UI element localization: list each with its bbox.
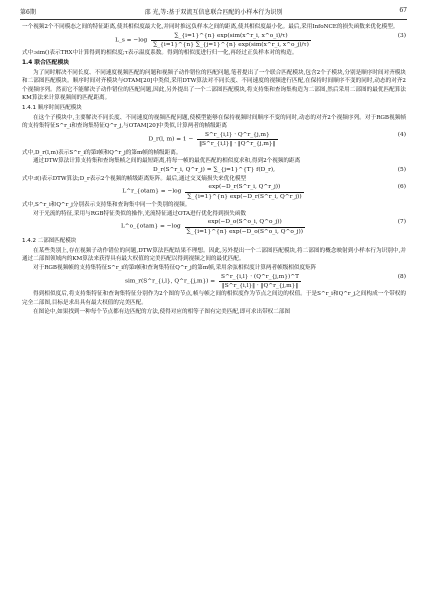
page-number: 67 [399, 7, 407, 14]
subsection-heading-1-4-1: 1.4.1 顺序时间匹配模块 [22, 104, 82, 111]
eq4-number: (4) [397, 131, 406, 138]
eq6-numerator: exp(−D_r(S^r_i, Q^r_j)) [185, 183, 303, 192]
eq8-fraction [219, 273, 301, 291]
issue-number: 第6期 [20, 9, 36, 16]
eq5-rhs: ∑_{j=1}^{T} f(D_r), [213, 166, 276, 173]
eq6-lhs: L^r_{otam} = −log [122, 189, 182, 196]
paragraph-10: 在某些类别上,存在视频子动作错位的问题,DTW算法匹配结果不理想。因此,另外提出一个二部图匹配模块,将二部图的概念映射到小样本行为识别中,并通过二部图领域内的KM算法来获得具有最大权值的完美匹配以得到视频之间的最优匹配。 [22, 247, 406, 263]
paragraph-11: 对于RGB视频帧的支持集特征S^r_i的第l帧和查询集特征Q^r_j的第m帧,采用余弦相似度计算两者帧级相似度矩阵 [33, 265, 317, 272]
eq6-number: (6) [397, 184, 406, 191]
paragraph-2: 式中:sim()表示TRX中计算得到的相似度;τ表示温度系数。得到的相似度进行归一化,再经过正负样本对的构造。 [22, 50, 298, 57]
eq4-numerator: S^r_{i,l} · Q^r_{j,m} [197, 131, 277, 140]
paragraph-1: 一个视频2个不同模态之间的特征距离,使其相似度最大化,并同时推远负样本之间的距离,使其相似度最小化。最后,采用InfoNCE的损失函数来优化模型。 [22, 24, 399, 30]
equation-6 [22, 183, 406, 201]
header-rule [20, 19, 407, 20]
eq7-number: (7) [397, 219, 406, 226]
eq6-fraction [185, 183, 303, 201]
eq7-denominator: ∑_{i=1}^{n} exp(−D_o(S^o_i, Q^o_j)) [186, 228, 304, 235]
eq7-lhs: L^o_{otam} = −log [120, 224, 181, 231]
eq3-denominator: ∑_{i=1}^{n} ∑_{j=1}^{n} exp(sim(x^r_i, x^o_j)/τ) [153, 42, 309, 48]
paragraph-6: 通过DTW算法计算支持集和查询集帧之间的最短距离,将每一帧的最优匹配的相似度求和,得到2个视频的距离 [33, 158, 301, 165]
eq3-lhs: L_s = −log [115, 37, 148, 44]
equation-4 [22, 131, 406, 149]
eq3-number: (3) [397, 32, 406, 39]
subsection-heading-1-4-2: 1.4.2 二部图匹配模块 [22, 238, 77, 245]
paragraph-12: 得到相似度后,将支持集特征和查询集特征分别作为2个图的节点,帧与帧之间的相似度作为节点之间边的权值。于是S^r_i和Q^r_j之间构成一个带权的完全二部图,目标是求出具有最大权值的完美匹配。 [22, 291, 406, 307]
eq5-number: (5) [397, 166, 406, 173]
eq4-lhs: D_r(l, m) = 1 − [148, 136, 194, 143]
paragraph-3: 为了同时解决不同长度、不同速度视频匹配的问题和视频子动作错位的匹配问题,笔者提出了一个联合匹配模块,包含2个子模块,分别是顺序时间对齐模块和二部图匹配模块。顺序时间对齐模块与OTAM[20]中类似,采用DTW算法对不同长度、不同速度的视频进行匹配,在保持时间顺序不变的同时,动态的对齐2个视频序列。然而它不能解决子动作错位的匹配问题,因此,另外提出了一个二部图匹配模块,将支持集和查询集构造为二部图,然后采用二部图的最优匹配算法KM算法来计算视频间的匹配距离。 [22, 69, 406, 102]
eq4-fraction [197, 131, 277, 149]
body-text [22, 23, 406, 316]
paragraph-7: 式中:f()表示DTW算法;D_r表示2个视频的帧级距离矩阵。最后,通过交叉熵损失来优化模型 [22, 175, 247, 182]
paragraph-5: 式中,D_r(l,m)表示S^r_i的第l帧和Q^r_j的第m帧的帧级距离。 [22, 149, 182, 156]
eq3-numerator: ∑_{i=1}^{n} exp(sim(x^r_i, x^o_i)/τ) [151, 32, 311, 41]
running-title: 邵 光,等:基于双流互信息联合匹配的小样本行为识别 [144, 9, 283, 16]
paragraph-4: 在这个子模块中,主要解决不同长度、不同速度的视频匹配问题,使模型能够在保持视频时间顺序不变的同时,动态的对齐2个视频序列。对于RGB视频帧的支持集特征S^r_i和查询集特征Q^r_j,与OTAM[20]中类似,计算两者的帧级距离 [22, 114, 406, 130]
eq5-lhs: D_r(S^r_i, Q^r_j) = [152, 166, 212, 173]
equation-3 [22, 32, 406, 50]
equation-7 [22, 218, 406, 236]
paragraph-9: 对于光流的特征,采用与RGB特征类似的操作,光流特征通过OTA进行优化得到损失函数 [33, 210, 246, 217]
equation-5 [22, 166, 406, 175]
running-header [20, 7, 407, 19]
eq3-fraction [151, 32, 311, 50]
eq7-numerator: exp(−D_o(S^o_i, Q^o_j)) [185, 218, 306, 227]
paragraph-13: 在图论中,如果找到一种每个节点都有边匹配的方法,使得对应的相等子图有完美匹配,即可求出带权二部图 [33, 308, 291, 315]
eq4-denominator: ‖S^r_{i,l}‖ · ‖Q^r_{j,m}‖ [199, 141, 276, 148]
eq6-denominator: ∑_{i=1}^{n} exp(−D_r(S^r_i, Q^r_j)) [187, 193, 302, 200]
eq7-fraction [185, 218, 306, 236]
eq8-number: (8) [397, 273, 406, 280]
eq8-numerator: S^r_{i,l} · (Q^r_{j,m})^T [219, 273, 301, 282]
eq8-denominator: ‖S^r_{i,l}‖ · ‖Q^r_{j,m}‖ [221, 283, 299, 290]
equation-8 [22, 273, 406, 291]
paragraph-8: 式中,S^r_i和Q^r_j分别表示支持集和查询集中同一个类别的视频。 [22, 202, 191, 209]
section-heading-1-4: 1.4 联合匹配模块 [22, 60, 70, 66]
eq8-lhs: sim_r(S^r_{i,l}, Q^r_{j,m}) = [125, 278, 216, 285]
